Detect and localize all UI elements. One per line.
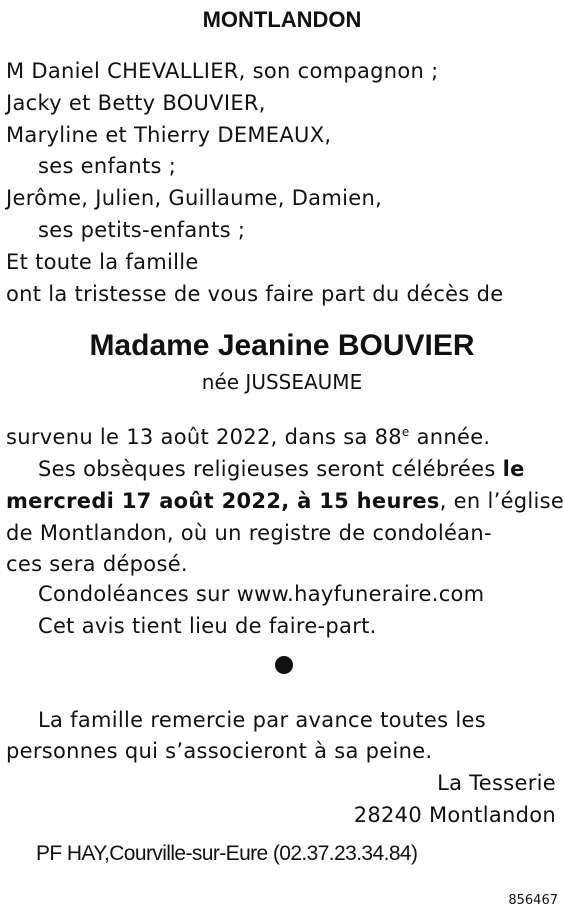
funeral-home-contact: PF HAY,Courville-sur-Eure (02.37.23.34.84) (36, 842, 418, 865)
family-line: ont la tristesse de vous faire part du décès de (6, 282, 504, 306)
ordinal-suffix: e (401, 425, 410, 439)
family-line: Maryline et Thierry DEMEAUX, (6, 123, 332, 147)
maiden-name: née JUSSEAUME (201, 370, 363, 394)
funeral-line (6, 488, 564, 514)
family-line: ses enfants ; (38, 154, 177, 178)
family-line: ses petits-enfants ; (38, 218, 246, 242)
thanks-line: La famille remercie par avance toutes les (38, 708, 486, 732)
funeral-line: de Montlandon, où un registre de condoléan- (6, 521, 492, 545)
funeral-line (38, 456, 525, 482)
bullet-separator (275, 656, 293, 674)
faire-part-line: Cet avis tient lieu de faire-part. (38, 614, 377, 638)
address-line: 28240 Montlandon (353, 803, 556, 827)
family-line: M Daniel CHEVALLIER, son compagnon ; (6, 59, 439, 83)
funeral-date-start: le (502, 457, 525, 481)
condolences-line: Condoléances sur www.hayfuneraire.com (38, 582, 485, 606)
reference-number: 856467 (508, 893, 558, 908)
funeral-date: mercredi 17 août 2022, à 15 heures (6, 489, 440, 513)
death-text-end: année. (409, 425, 491, 449)
deceased-name: Madame Jeanine BOUVIER (89, 329, 475, 362)
funeral-place-start: , en l’église (439, 489, 564, 513)
address-line: La Tesserie (437, 771, 556, 795)
family-line: Et toute la famille (6, 250, 199, 274)
death-text: survenu le 13 août 2022, dans sa 88 (6, 425, 402, 449)
family-line: Jerôme, Julien, Guillaume, Damien, (6, 186, 383, 210)
funeral-line: ces sera déposé. (6, 552, 188, 576)
death-line (6, 424, 490, 450)
family-line: Jacky et Betty BOUVIER, (6, 91, 266, 115)
town-heading: MONTLANDON (202, 7, 362, 32)
thanks-line: personnes qui s’associeront à sa peine. (6, 739, 433, 763)
funeral-text: Ses obsèques religieuses seront célébrées (38, 457, 503, 481)
